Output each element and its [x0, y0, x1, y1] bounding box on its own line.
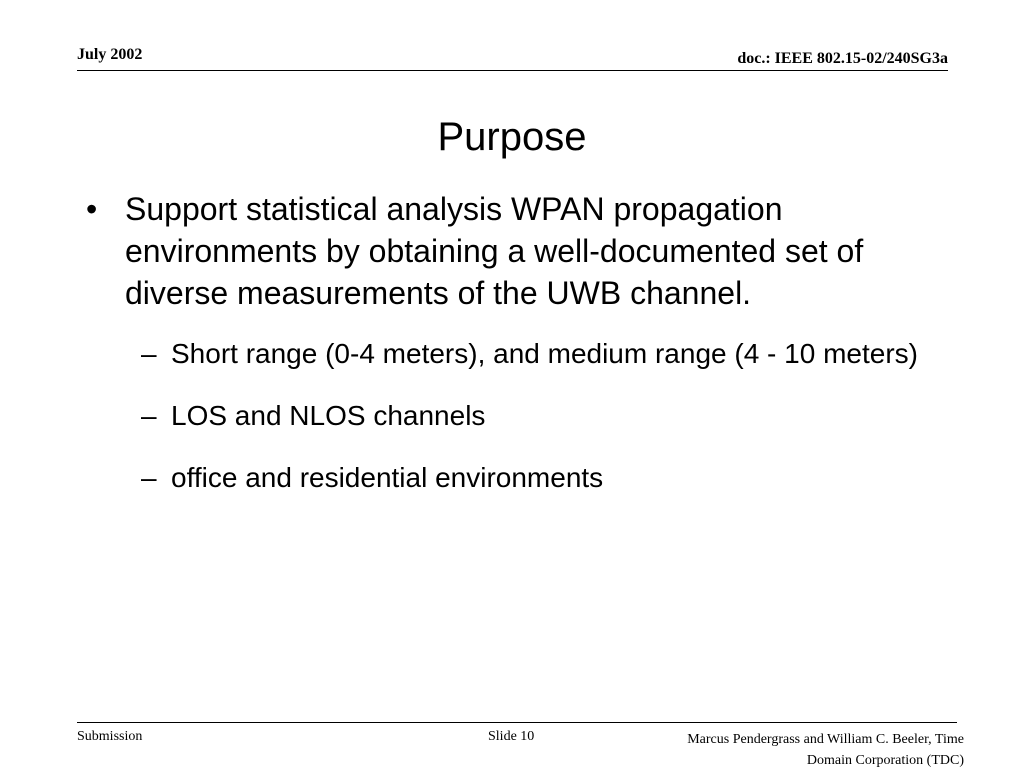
sub-bullet [141, 397, 931, 435]
dash-icon: – [141, 338, 157, 369]
slide-title: Purpose [437, 115, 587, 159]
sub-bullet [141, 335, 931, 373]
dash-icon: – [141, 462, 157, 493]
footer-divider [77, 722, 957, 723]
bullet-dot-icon: • [86, 191, 98, 227]
header-doc-id: doc.: IEEE 802.15-02/240SG3a [737, 50, 948, 67]
footer-author-line-1: Marcus Pendergrass and William C. Beeler, Time [687, 732, 964, 747]
header-date: July 2002 [77, 46, 143, 63]
main-bullet [86, 188, 925, 314]
main-bullet-text: Support statistical analysis WPAN propagation environments by obtaining a well-documented set of diverse measurements of the UWB channel. [125, 191, 864, 311]
sub-bullet-text: Short range (0-4 meters), and medium range (4 - 10 meters) [171, 338, 918, 369]
footer-slide-number: Slide 10 [488, 729, 535, 744]
slide-body [0, 188, 1024, 497]
dash-icon: – [141, 400, 157, 431]
footer-authors [604, 729, 964, 771]
sub-bullet [141, 459, 931, 497]
sub-bullet-text: office and residential environments [171, 462, 604, 493]
sub-bullet-text: LOS and NLOS channels [171, 400, 486, 431]
footer-submission: Submission [77, 729, 143, 744]
header-divider [77, 70, 948, 71]
footer-author-line-2: Domain Corporation (TDC) [806, 753, 964, 768]
